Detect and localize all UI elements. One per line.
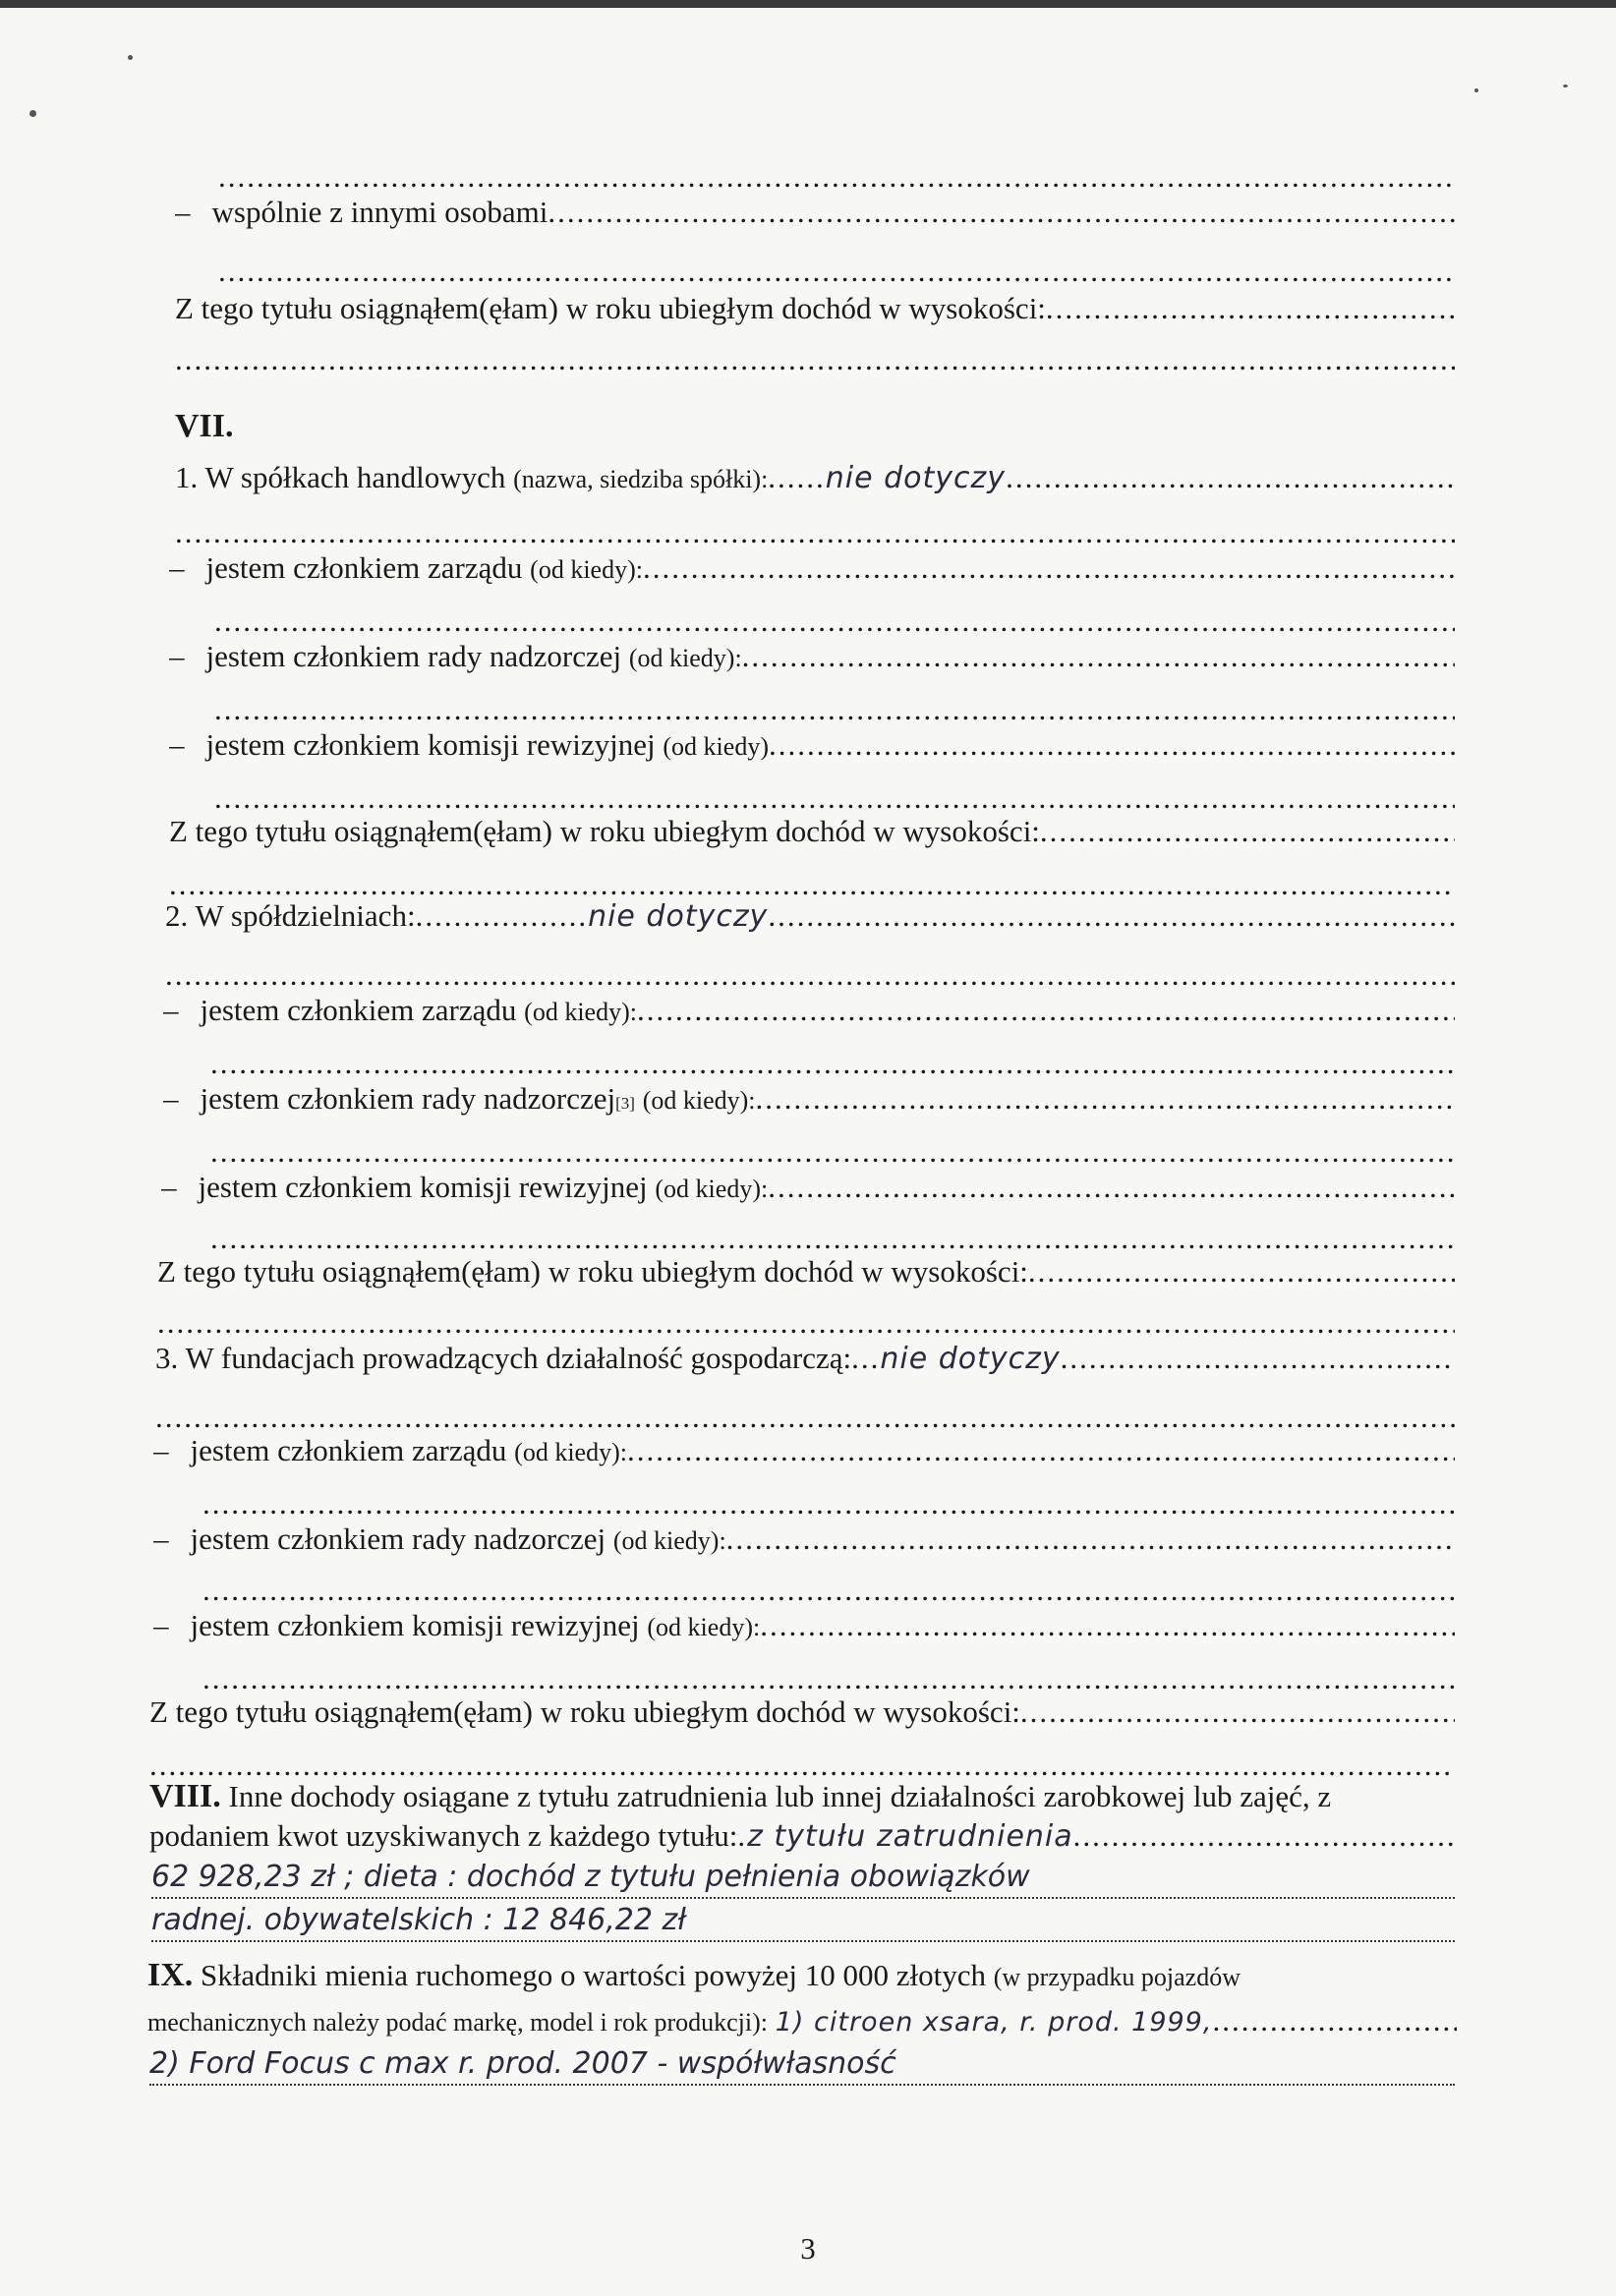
income-field: Z tego tytułu osiągnąłem(ęłam) w roku ubiegłym dochód w wysokości: ..... <box>175 289 1455 328</box>
scan-speck <box>29 110 36 117</box>
handwritten-answer: 1) citroen xsara, r. prod. 1999, <box>775 2007 1213 2038</box>
handwritten-answer: z tytułu zatrudnienia <box>747 1819 1073 1854</box>
section-viii-heading: VIII. <box>149 1778 221 1814</box>
dotted-line <box>214 690 1455 729</box>
dotted-line <box>210 1044 1455 1083</box>
scan-speck <box>128 55 133 60</box>
handwritten-answer-line: radnej. obywatelskich : 12 846,22 zł <box>151 1901 1455 1942</box>
dotted-line <box>210 1132 1455 1172</box>
movable-assets-field: mechanicznych należy podać markę, model i rok produkcji): 1) citroen xsara, r. prod. 1999, ..... <box>147 2001 1457 2042</box>
dotted-line <box>218 252 1455 291</box>
dotted-line <box>202 1571 1455 1610</box>
scan-top-edge <box>0 0 1616 8</box>
section-vii-heading: VII. <box>175 408 234 444</box>
audit-committee-field: – jestem członkiem komisji rewizyjnej (od kiedy) ..... <box>169 725 1455 767</box>
supervisory-board-field: – jestem członkiem rady nadzorczej [3] (od kiedy): ..... <box>163 1079 1455 1123</box>
trade-companies-field: 1. W spółkach handlowych (nazwa, siedziba spółki): ...... nie dotyczy ..... <box>175 458 1455 499</box>
cooperatives-field: 2. W spółdzielniach: .................. nie dotyczy ..... <box>165 896 1455 937</box>
audit-committee-field: – jestem członkiem komisji rewizyjnej (od kiedy): ..... <box>153 1606 1455 1647</box>
board-member-field: – jestem członkiem zarządu (od kiedy): ..... <box>163 991 1455 1032</box>
income-field: Z tego tytułu osiągnąłem(ęłam) w roku ubiegłym dochód w wysokości: ..... <box>149 1693 1455 1732</box>
dotted-line <box>157 1303 1455 1343</box>
income-field: Z tego tytułu osiągnąłem(ęłam) w roku ubiegłym dochód w wysokości: ..... <box>169 812 1455 851</box>
board-member-field: – jestem członkiem zarządu (od kiedy): ..... <box>153 1431 1455 1472</box>
dotted-line <box>214 602 1455 641</box>
foundations-field: 3. W fundacjach prowadzących działalność gospodarczą: ... nie dotyczy ..... <box>155 1339 1455 1379</box>
audit-committee-field: – jestem członkiem komisji rewizyjnej (od kiedy): ..... <box>161 1168 1455 1209</box>
supervisory-board-field: – jestem członkiem rady nadzorczej (od kiedy): ..... <box>169 637 1455 678</box>
dotted-line <box>218 157 1455 197</box>
section-ix-text: IX. Składniki mienia ruchomego o wartości powyżej 10 000 złotych (w przypadku pojazdów <box>147 1957 1241 1993</box>
dotted-line <box>202 1484 1455 1523</box>
dotted-line <box>165 955 1455 995</box>
handwritten-answer: nie dotyczy <box>588 899 769 934</box>
scan-speck <box>1474 88 1478 92</box>
jointly-field: – wspólnie z innymi osobami ..... <box>175 193 1455 232</box>
income-field: Z tego tytułu osiągnąłem(ęłam) w roku ubiegłym dochód w wysokości: ..... <box>157 1252 1455 1292</box>
other-income-field: podaniem kwot uzyskiwanych z każdego tytułu: . z tytułu zatrudnienia ..... <box>149 1816 1457 1857</box>
scan-speck <box>1563 85 1568 87</box>
handwritten-answer-line: 62 928,23 zł ; dieta : dochód z tytułu pełnienia obowiązków <box>151 1858 1455 1899</box>
page-number: 3 <box>800 2231 816 2266</box>
handwritten-answer: nie dotyczy <box>880 1342 1061 1376</box>
board-member-field: – jestem członkiem zarządu (od kiedy): ..... <box>169 548 1455 590</box>
supervisory-board-field: – jestem członkiem rady nadzorczej (od kiedy): ..... <box>153 1520 1455 1561</box>
handwritten-answer-line: 2) Ford Focus c max r. prod. 2007 - współwłasność <box>149 2044 1455 2086</box>
dotted-line <box>175 340 1455 379</box>
section-viii-text: VIII. Inne dochody osiągane z tytułu zatrudnienia lub innej działalności zarobkowej lub zajęć, z <box>149 1778 1332 1814</box>
section-ix-heading: IX. <box>147 1957 194 1993</box>
handwritten-answer: nie dotyczy <box>825 461 1007 495</box>
dotted-line <box>175 513 1455 552</box>
